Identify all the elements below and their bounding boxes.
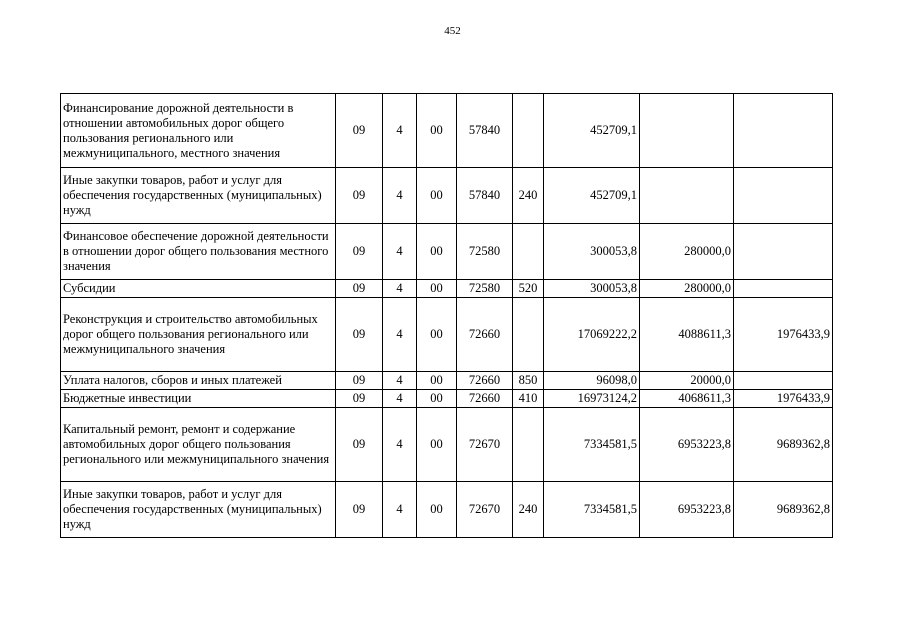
- row-name-cell: Иные закупки товаров, работ и услуг для обеспечения государственных (муниципальных) нужд: [61, 168, 336, 224]
- row-name-cell: Субсидии: [61, 280, 336, 298]
- table-row: [61, 390, 833, 408]
- subsection-code-cell: 4: [383, 408, 417, 482]
- amount-year1-cell: 452709,1: [544, 94, 640, 168]
- amount-year1-cell: 17069222,2: [544, 298, 640, 372]
- table-row: [61, 168, 833, 224]
- budget-table: [60, 93, 833, 538]
- target-code-cell: 72660: [457, 390, 513, 408]
- section-code-cell: 09: [336, 280, 383, 298]
- subsection-code-cell: 4: [383, 482, 417, 538]
- section-code-cell: 09: [336, 372, 383, 390]
- table-row: [61, 280, 833, 298]
- program-code-cell: 00: [417, 390, 457, 408]
- expense-type-cell: 410: [513, 390, 544, 408]
- target-code-cell: 72580: [457, 224, 513, 280]
- target-code-cell: 57840: [457, 94, 513, 168]
- section-code-cell: 09: [336, 298, 383, 372]
- subsection-code-cell: 4: [383, 168, 417, 224]
- section-code-cell: 09: [336, 390, 383, 408]
- table-row: [61, 482, 833, 538]
- row-name-cell: Иные закупки товаров, работ и услуг для обеспечения государственных (муниципальных) нужд: [61, 482, 336, 538]
- target-code-cell: 72660: [457, 372, 513, 390]
- expense-type-cell: 520: [513, 280, 544, 298]
- program-code-cell: 00: [417, 168, 457, 224]
- table-row: [61, 372, 833, 390]
- subsection-code-cell: 4: [383, 280, 417, 298]
- expense-type-cell: 240: [513, 168, 544, 224]
- program-code-cell: 00: [417, 94, 457, 168]
- program-code-cell: 00: [417, 408, 457, 482]
- section-code-cell: 09: [336, 224, 383, 280]
- amount-year3-cell: 9689362,8: [734, 408, 833, 482]
- amount-year1-cell: 7334581,5: [544, 482, 640, 538]
- amount-year1-cell: 300053,8: [544, 280, 640, 298]
- expense-type-cell: [513, 298, 544, 372]
- amount-year2-cell: 4068611,3: [640, 390, 734, 408]
- amount-year3-cell: [734, 372, 833, 390]
- subsection-code-cell: 4: [383, 390, 417, 408]
- target-code-cell: 72670: [457, 482, 513, 538]
- subsection-code-cell: 4: [383, 94, 417, 168]
- program-code-cell: 00: [417, 298, 457, 372]
- row-name-cell: Реконструкция и строительство автомобильных дорог общего пользования регионального или межмуниципального значения: [61, 298, 336, 372]
- target-code-cell: 72660: [457, 298, 513, 372]
- target-code-cell: 57840: [457, 168, 513, 224]
- table-row: [61, 298, 833, 372]
- amount-year2-cell: 20000,0: [640, 372, 734, 390]
- expense-type-cell: 850: [513, 372, 544, 390]
- program-code-cell: 00: [417, 372, 457, 390]
- expense-type-cell: [513, 224, 544, 280]
- amount-year2-cell: [640, 168, 734, 224]
- row-name-cell: Капитальный ремонт, ремонт и содержание автомобильных дорог общего пользования регионального или межмуниципального значения: [61, 408, 336, 482]
- row-name-cell: Бюджетные инвестиции: [61, 390, 336, 408]
- amount-year3-cell: [734, 168, 833, 224]
- target-code-cell: 72580: [457, 280, 513, 298]
- row-name-cell: Финансирование дорожной деятельности в отношении автомобильных дорог общего пользования регионального или межмуниципального, местного значения: [61, 94, 336, 168]
- section-code-cell: 09: [336, 94, 383, 168]
- amount-year1-cell: 96098,0: [544, 372, 640, 390]
- amount-year2-cell: 6953223,8: [640, 408, 734, 482]
- amount-year2-cell: 280000,0: [640, 280, 734, 298]
- amount-year3-cell: 1976433,9: [734, 390, 833, 408]
- amount-year3-cell: [734, 94, 833, 168]
- table-row: [61, 408, 833, 482]
- target-code-cell: 72670: [457, 408, 513, 482]
- amount-year2-cell: 4088611,3: [640, 298, 734, 372]
- expense-type-cell: [513, 408, 544, 482]
- expense-type-cell: [513, 94, 544, 168]
- expense-type-cell: 240: [513, 482, 544, 538]
- subsection-code-cell: 4: [383, 298, 417, 372]
- page-number: 452: [444, 25, 461, 37]
- table-row: [61, 94, 833, 168]
- amount-year1-cell: 16973124,2: [544, 390, 640, 408]
- subsection-code-cell: 4: [383, 224, 417, 280]
- program-code-cell: 00: [417, 482, 457, 538]
- amount-year3-cell: [734, 280, 833, 298]
- section-code-cell: 09: [336, 408, 383, 482]
- row-name-cell: Уплата налогов, сборов и иных платежей: [61, 372, 336, 390]
- amount-year3-cell: 1976433,9: [734, 298, 833, 372]
- amount-year2-cell: 6953223,8: [640, 482, 734, 538]
- amount-year1-cell: 7334581,5: [544, 408, 640, 482]
- program-code-cell: 00: [417, 224, 457, 280]
- amount-year2-cell: 280000,0: [640, 224, 734, 280]
- row-name-cell: Финансовое обеспечение дорожной деятельности в отношении дорог общего пользования местного значения: [61, 224, 336, 280]
- subsection-code-cell: 4: [383, 372, 417, 390]
- amount-year1-cell: 452709,1: [544, 168, 640, 224]
- amount-year3-cell: 9689362,8: [734, 482, 833, 538]
- amount-year2-cell: [640, 94, 734, 168]
- program-code-cell: 00: [417, 280, 457, 298]
- section-code-cell: 09: [336, 168, 383, 224]
- section-code-cell: 09: [336, 482, 383, 538]
- amount-year1-cell: 300053,8: [544, 224, 640, 280]
- amount-year3-cell: [734, 224, 833, 280]
- table-row: [61, 224, 833, 280]
